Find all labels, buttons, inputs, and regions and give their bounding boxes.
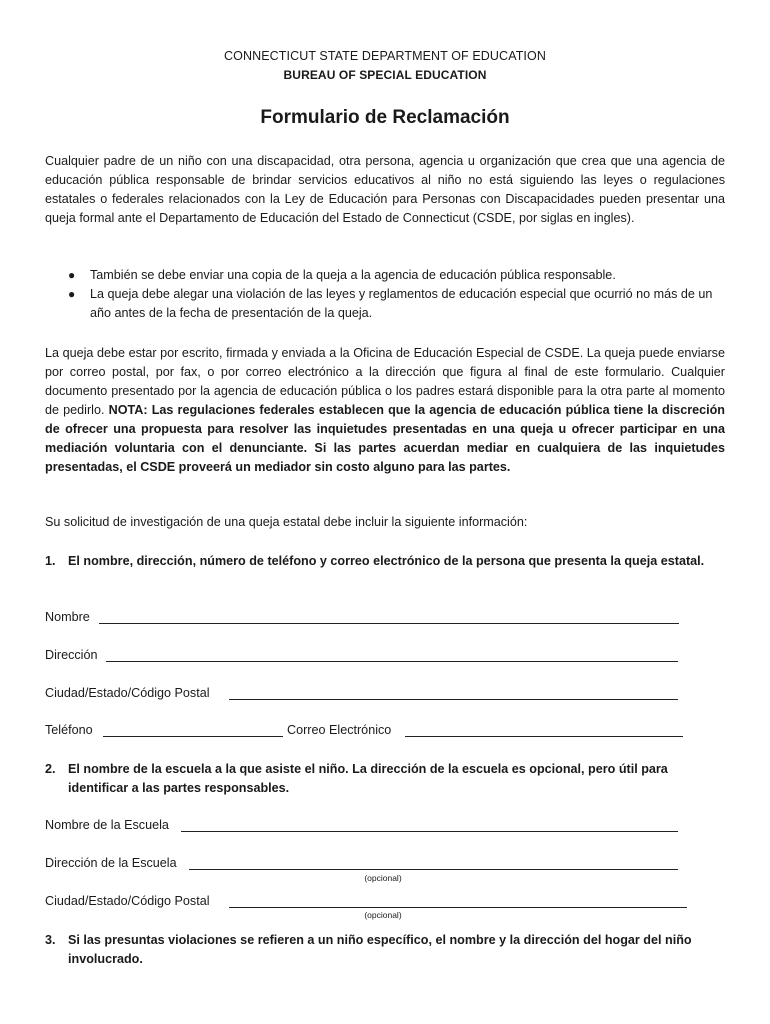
question-number: 1.: [45, 554, 56, 568]
direccion-escuela-field[interactable]: [189, 869, 678, 870]
requirements-list: [62, 266, 722, 323]
question-1: [45, 552, 725, 571]
correo-field[interactable]: [405, 736, 683, 737]
bullet-icon: ●: [68, 268, 76, 282]
bullet-icon: ●: [68, 287, 76, 301]
question-text: El nombre, dirección, número de teléfono y correo electrónico de la persona que presenta la queja estatal.: [68, 554, 705, 568]
nombre-escuela-label: Nombre de la Escuela: [45, 818, 169, 832]
telefono-label: Teléfono: [45, 723, 93, 737]
list-item: [62, 285, 722, 323]
note-text: NOTA: Las regulaciones federales establecen que la agencia de educación pública tiene la discreción de ofrecer una propuesta para resolver las inquietudes presentadas en una queja u ofrecer participar en una mediación voluntaria con el denunciante. Si las partes acuerdan mediar en cualquiera de las inquietudes presentadas, el CSDE proveerá un mediador sin costo alguno para las partes.: [45, 403, 725, 474]
question-number: 3.: [45, 933, 56, 947]
intro-paragraph: Cualquier padre de un niño con una discapacidad, otra persona, agencia u organización que crea que una agencia de educación pública responsable de brindar servicios educativos al niño no está siguiendo las leyes o regulaciones estatales o federales relacionados con la Ley de Educación para Personas con Discapacidades pueden presentar una queja formal ante el Departamento de Educación del Estado de Connecticut (CSDE, por siglas en ingles).: [45, 154, 725, 225]
form-title: Formulario de Reclamación: [260, 107, 510, 128]
question-text: El nombre de la escuela a la que asiste el niño. La dirección de la escuela es opcional, pero útil para identificar a las partes responsables.: [68, 762, 668, 795]
ciudad-field[interactable]: [229, 699, 678, 700]
nombre-field[interactable]: [99, 623, 679, 624]
ciudad-label: Ciudad/Estado/Código Postal: [45, 686, 210, 700]
telefono-field[interactable]: [103, 736, 283, 737]
ciudad-escuela-field[interactable]: [229, 907, 687, 908]
optional-note: (opcional): [364, 873, 402, 883]
question-number: 2.: [45, 762, 56, 776]
direccion-escuela-label: Dirección de la Escuela: [45, 856, 177, 870]
correo-label: Correo Electrónico: [287, 723, 392, 737]
ciudad-escuela-label: Ciudad/Estado/Código Postal: [45, 894, 210, 908]
request-info-paragraph: Su solicitud de investigación de una queja estatal debe incluir la siguiente información:: [45, 515, 528, 529]
submission-paragraph: [45, 344, 725, 477]
direccion-field[interactable]: [106, 661, 678, 662]
question-3: [45, 931, 725, 969]
question-2: [45, 760, 725, 798]
bullet-text: También se debe enviar una copia de la queja a la agencia de educación pública responsable.: [90, 268, 616, 282]
submission-text: La queja debe estar por escrito, firmada y enviada a la Oficina de Educación Especial de CSDE. La queja puede enviarse por correo postal, por fax, o por correo electrónico a la dirección que figura al final de este formulario. Cualquier documento presentado por la agencia de educación pública o los padres estará disponible para la otra parte al momento de pedirlo.: [45, 346, 725, 417]
nombre-label: Nombre: [45, 610, 90, 624]
agency-name: CONNECTICUT STATE DEPARTMENT OF EDUCATION: [224, 49, 546, 63]
question-text: Si las presuntas violaciones se refieren a un niño específico, el nombre y la dirección del hogar del niño involucrado.: [68, 933, 692, 966]
optional-note: (opcional): [364, 910, 402, 920]
list-item: [62, 266, 722, 285]
bureau-name: BUREAU OF SPECIAL EDUCATION: [283, 68, 487, 82]
direccion-label: Dirección: [45, 648, 98, 662]
nombre-escuela-field[interactable]: [181, 831, 678, 832]
bullet-text: La queja debe alegar una violación de las leyes y reglamentos de educación especial que ocurrió no más de un año antes de la fecha de presentación de la queja.: [90, 287, 713, 320]
